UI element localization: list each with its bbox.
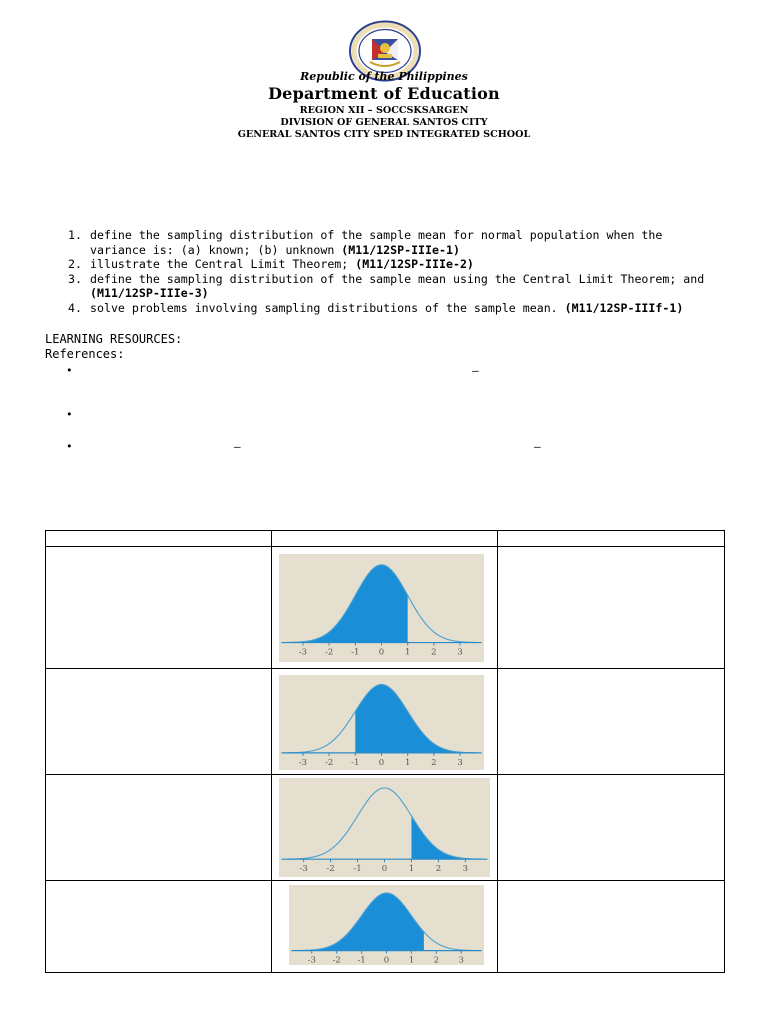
tick-label: 0 <box>383 955 390 965</box>
reference-bullet: • <box>66 440 73 453</box>
objective-code: (M11/12SP-IIIf-1) <box>564 300 684 315</box>
learning-resources-heading: LEARNING RESOURCES: <box>45 332 183 346</box>
tick-label: -3 <box>307 955 316 965</box>
objective-item <box>68 257 708 272</box>
tick-label: 2 <box>433 955 440 965</box>
normal-curve-figure <box>289 885 484 965</box>
tick-label: -1 <box>357 955 366 965</box>
tick-label: 0 <box>381 864 388 875</box>
objective-code: (M11/12SP-IIIe-3) <box>90 286 209 300</box>
tick-label: 2 <box>431 647 437 658</box>
shaded-area <box>355 685 473 753</box>
tick-label: 3 <box>462 864 469 875</box>
table-header-row <box>46 531 725 547</box>
objective-text: define the sampling distribution of the sample mean for normal population when the variance is: (a) known; (b) unknown <box>90 228 663 257</box>
school-line: GENERAL SANTOS CITY SPED INTEGRATED SCHOOL <box>237 129 531 140</box>
answer-cell <box>46 881 272 973</box>
objective-item <box>68 228 708 257</box>
table-row <box>46 669 725 775</box>
tick-label: -3 <box>298 647 308 658</box>
reference-dash: – <box>534 440 541 453</box>
objectives-list <box>68 228 708 315</box>
reference-dash: – <box>234 440 241 453</box>
tick-label: 1 <box>404 647 411 658</box>
objective-number: 2. <box>68 257 82 271</box>
tick-label: -3 <box>298 757 308 768</box>
curve-cell <box>272 669 498 775</box>
shaded-area <box>290 565 408 643</box>
republic-line: Republic of the Philippines <box>300 70 468 83</box>
tick-label: -2 <box>324 647 334 658</box>
answer-cell <box>498 669 725 775</box>
objective-item <box>68 301 708 316</box>
objective-number: 1. <box>68 228 82 242</box>
division-line: DIVISION OF GENERAL SANTOS CITY <box>280 117 488 128</box>
tick-label: 1 <box>408 864 415 875</box>
shaded-area <box>299 893 424 951</box>
objective-item <box>68 272 708 301</box>
normal-curve-figure <box>279 554 484 662</box>
objective-text: illustrate the Central Limit Theorem; <box>90 257 356 271</box>
tick-label: 0 <box>378 757 385 768</box>
answer-cell <box>498 881 725 973</box>
objective-code: (M11/12SP-IIIe-2) <box>355 257 474 271</box>
table-row <box>46 547 725 669</box>
reference-bullet: • <box>66 364 73 377</box>
normal-curve-table <box>45 530 725 973</box>
reference-dash: – <box>472 364 479 377</box>
tick-label: 3 <box>457 647 463 658</box>
region-line: REGION XII – SOCCSKSARGEN <box>299 105 469 116</box>
normal-curve-figure <box>279 778 490 877</box>
objective-text: solve problems involving sampling distributions of the sample mean. <box>90 300 565 315</box>
answer-cell <box>498 775 725 881</box>
curve-cell <box>272 775 498 881</box>
tick-label: -1 <box>353 864 362 875</box>
answer-cell <box>46 547 272 669</box>
answer-cell <box>46 775 272 881</box>
reference-bullet: • <box>66 408 73 421</box>
answer-cell <box>498 547 725 669</box>
header-cell <box>272 531 498 547</box>
department-title: Department of Education <box>268 84 500 103</box>
tick-label: -2 <box>324 757 334 768</box>
tick-label: -2 <box>326 864 335 875</box>
tick-label: -3 <box>299 864 308 875</box>
header-cell <box>498 531 725 547</box>
tick-label: -1 <box>351 647 360 658</box>
curve-cell <box>272 881 498 973</box>
tick-label: 2 <box>431 757 437 768</box>
table-row <box>46 881 725 973</box>
tick-label: 3 <box>457 757 463 768</box>
objective-number: 4. <box>68 300 82 315</box>
references-label: References: <box>45 347 125 361</box>
tick-label: 3 <box>458 955 464 965</box>
letterhead <box>0 70 768 141</box>
table-row <box>46 775 725 881</box>
curve-line <box>287 788 481 859</box>
objective-code: (M11/12SP-IIIe-1) <box>341 242 460 257</box>
curve-cell <box>272 547 498 669</box>
answer-cell <box>46 669 272 775</box>
shaded-area <box>411 816 478 859</box>
tick-label: -2 <box>332 955 341 965</box>
objective-text: define the sampling distribution of the sample mean using the Central Limit Theorem; and <box>90 271 705 286</box>
learning-resources <box>45 332 182 362</box>
tick-label: 2 <box>435 864 442 875</box>
tick-label: 1 <box>404 757 411 768</box>
tick-label: 1 <box>408 955 415 965</box>
normal-curve-figure <box>279 675 484 770</box>
objective-number: 3. <box>68 271 82 286</box>
header-cell <box>46 531 272 547</box>
tick-label: 0 <box>378 647 385 658</box>
tick-label: -1 <box>351 757 360 768</box>
